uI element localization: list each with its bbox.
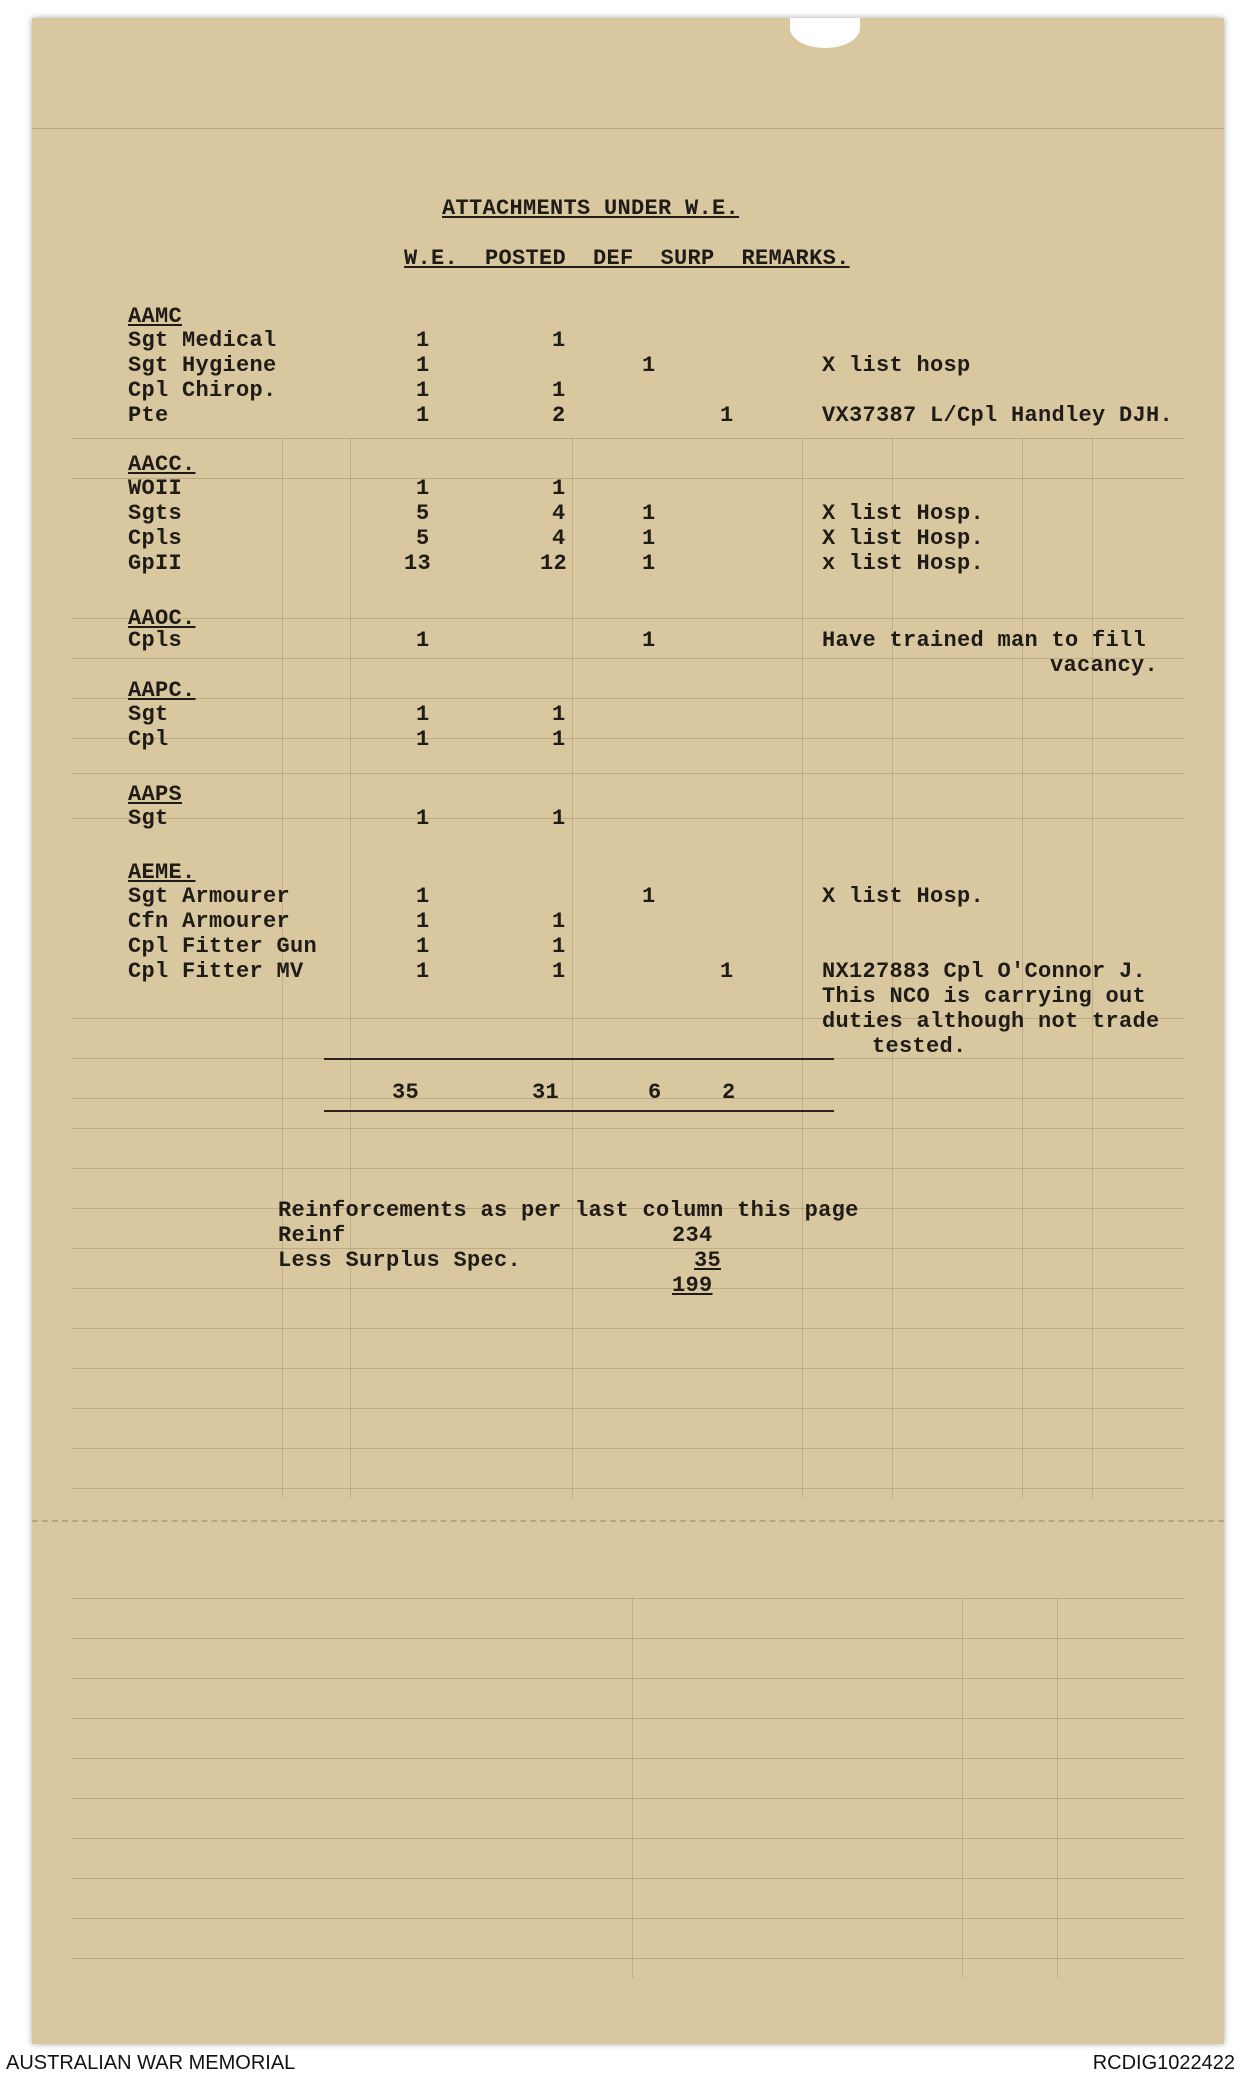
form-rule	[72, 1838, 1184, 1839]
remarks-value: NX127883 Cpl O'Connor J.	[822, 959, 1147, 984]
rank-label: Cpl Fitter Gun	[128, 934, 318, 959]
posted-value: 1	[552, 934, 566, 959]
form-rule	[72, 1098, 1184, 1099]
less-surplus-label: Less Surplus Spec.	[278, 1248, 522, 1273]
remarks-note: tested.	[872, 1034, 967, 1059]
we-value: 1	[416, 806, 430, 831]
we-value: 1	[416, 909, 430, 934]
remarks-value: Have trained man to fill	[822, 628, 1147, 653]
rank-label: Cpls	[128, 628, 183, 653]
form-column-rule	[350, 438, 351, 1498]
net-reinf-value: 199	[672, 1273, 713, 1298]
posted-value: 1	[552, 909, 566, 934]
we-value: 1	[416, 403, 430, 428]
posted-value: 4	[552, 526, 566, 551]
rank-label: Cpl Fitter MV	[128, 959, 304, 984]
remarks-value: X list Hosp.	[822, 526, 985, 551]
form-rule	[72, 1638, 1184, 1639]
surp-value: 1	[720, 959, 734, 984]
group-heading: AACC.	[128, 452, 196, 477]
remarks-value: x list Hosp.	[822, 551, 985, 576]
form-rule	[72, 1128, 1184, 1129]
total-surp: 2	[722, 1080, 736, 1105]
form-column-rule	[802, 438, 803, 1498]
we-value: 1	[416, 884, 430, 909]
we-value: 1	[416, 628, 430, 653]
form-rule	[72, 1408, 1184, 1409]
group-heading: AEME.	[128, 860, 196, 885]
form-rule	[72, 818, 1184, 819]
def-value: 1	[642, 551, 656, 576]
reinf-value: 234	[672, 1223, 713, 1248]
we-value: 1	[416, 378, 430, 403]
form-column-rule	[962, 1598, 963, 1978]
def-value: 1	[642, 353, 656, 378]
form-rule	[72, 1918, 1184, 1919]
def-value: 1	[642, 628, 656, 653]
total-posted: 31	[532, 1080, 560, 1105]
rank-label: Cpl Chirop.	[128, 378, 277, 403]
def-value: 1	[642, 884, 656, 909]
form-rule	[72, 1798, 1184, 1799]
posted-value: 1	[552, 702, 566, 727]
posted-value: 2	[552, 403, 566, 428]
column-headings: W.E. POSTED DEF SURP REMARKS.	[404, 246, 850, 271]
form-rule	[72, 738, 1184, 739]
form-rule	[72, 1878, 1184, 1879]
form-rule	[72, 478, 1184, 479]
remarks-note: duties although not trade	[822, 1009, 1160, 1034]
posted-value: 1	[552, 328, 566, 353]
form-rule	[72, 1758, 1184, 1759]
posted-value: 1	[552, 959, 566, 984]
rank-label: Pte	[128, 403, 169, 428]
page-title: ATTACHMENTS UNDER W.E.	[442, 196, 740, 221]
remarks-value: X list hosp	[822, 353, 971, 378]
form-rule	[72, 1678, 1184, 1679]
rank-label: GpII	[128, 551, 183, 576]
form-rule	[72, 1448, 1184, 1449]
form-rule	[72, 1328, 1184, 1329]
we-value: 1	[416, 476, 430, 501]
total-we: 35	[392, 1080, 420, 1105]
less-surplus-value: 35	[694, 1248, 722, 1273]
posted-value: 12	[540, 551, 568, 576]
document-page	[32, 18, 1224, 2044]
remarks-value: VX37387 L/Cpl Handley DJH.	[822, 403, 1174, 428]
form-rule	[72, 438, 1184, 439]
we-value: 1	[416, 934, 430, 959]
posted-value: 1	[552, 806, 566, 831]
we-value: 13	[404, 551, 432, 576]
form-rule	[72, 1168, 1184, 1169]
rank-label: Sgt	[128, 702, 169, 727]
remarks-continuation: vacancy.	[1050, 653, 1159, 678]
totals-rule-top	[324, 1058, 834, 1060]
group-heading: AAOC.	[128, 606, 196, 631]
remarks-value: X list Hosp.	[822, 884, 985, 909]
form-rule	[72, 773, 1184, 774]
reinf-label: Reinf	[278, 1223, 346, 1248]
reinforcements-heading: Reinforcements as per last column this page	[278, 1198, 859, 1223]
rank-label: Sgt Medical	[128, 328, 277, 353]
we-value: 1	[416, 702, 430, 727]
form-rule	[72, 1488, 1184, 1489]
we-value: 1	[416, 959, 430, 984]
group-heading: AAPS	[128, 782, 183, 807]
form-column-rule	[632, 1598, 633, 1978]
rank-label: Sgts	[128, 501, 183, 526]
form-rule	[72, 1288, 1184, 1289]
form-rule	[72, 1368, 1184, 1369]
form-column-rule	[1057, 1598, 1058, 1978]
footer-credit: AUSTRALIAN WAR MEMORIAL	[6, 2052, 296, 2074]
def-value: 1	[642, 501, 656, 526]
form-rule	[72, 1248, 1184, 1249]
rank-label: Cfn Armourer	[128, 909, 291, 934]
perforation-line	[32, 1520, 1224, 1522]
form-rule	[72, 698, 1184, 699]
remarks-note: This NCO is carrying out	[822, 984, 1147, 1009]
def-value: 1	[642, 526, 656, 551]
rank-label: Cpls	[128, 526, 183, 551]
we-value: 5	[416, 526, 430, 551]
we-value: 1	[416, 727, 430, 752]
rank-label: WOII	[128, 476, 183, 501]
group-heading: AAPC.	[128, 678, 196, 703]
form-column-rule	[572, 438, 573, 1498]
we-value: 1	[416, 353, 430, 378]
posted-value: 1	[552, 727, 566, 752]
group-heading: AAMC	[128, 304, 183, 329]
rank-label: Cpl	[128, 727, 169, 752]
rank-label: Sgt Hygiene	[128, 353, 277, 378]
posted-value: 1	[552, 378, 566, 403]
posted-value: 4	[552, 501, 566, 526]
form-rule	[72, 1598, 1184, 1599]
remarks-value: X list Hosp.	[822, 501, 985, 526]
rank-label: Sgt Armourer	[128, 884, 291, 909]
total-def: 6	[648, 1080, 662, 1105]
surp-value: 1	[720, 403, 734, 428]
we-value: 5	[416, 501, 430, 526]
paper-notch	[790, 18, 860, 48]
rank-label: Sgt	[128, 806, 169, 831]
form-rule	[72, 618, 1184, 619]
we-value: 1	[416, 328, 430, 353]
totals-rule-bottom	[324, 1110, 834, 1112]
footer-catalog-id: RCDIG1022422	[1092, 2052, 1235, 2074]
form-rule	[72, 1958, 1184, 1959]
form-rule	[72, 1718, 1184, 1719]
form-rule	[72, 658, 1184, 659]
posted-value: 1	[552, 476, 566, 501]
